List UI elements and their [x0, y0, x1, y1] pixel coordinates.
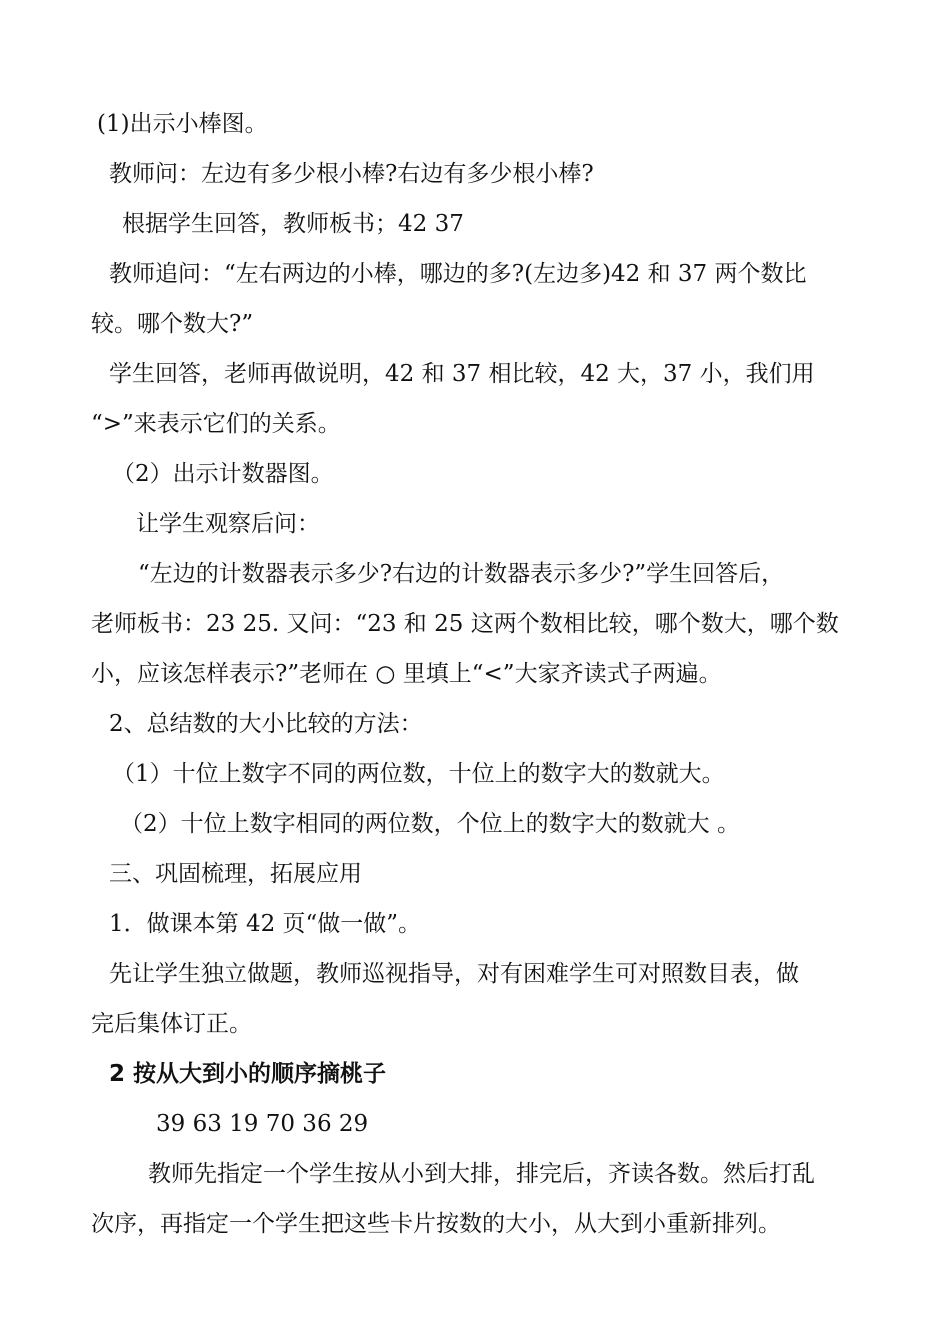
text-line-6: 学生回答，老师再做说明，42 和 37 相比较，42 大，37 小，我们用 — [109, 361, 815, 387]
text-line-22: 教师先指定一个学生按从小到大排，排完后，齐读各数。然后打乱 — [148, 1161, 815, 1187]
text-line-2: 教师问：左边有多少根小棒?右边有多少根小棒? — [109, 161, 594, 187]
section-heading-three: 三、巩固梳理，拓展应用 — [109, 861, 362, 887]
text-line-23: 次序，再指定一个学生把这些卡片按数的大小，从大到小重新排列。 — [91, 1211, 781, 1237]
text-line-19: 完后集体订正。 — [91, 1011, 252, 1037]
number-list: 39 63 19 70 36 29 — [156, 1111, 369, 1137]
text-line-12: 小，应该怎样表示?”老师在 ○ 里填上“<”大家齐读式子两遍。 — [91, 661, 722, 687]
text-line-10: “左边的计数器表示多少?右边的计数器表示多少?”学生回答后， — [138, 561, 785, 587]
text-line-5: 较。哪个数大?” — [91, 311, 254, 337]
section-heading-summary: 2、总结数的大小比较的方法： — [109, 711, 423, 737]
text-line-11: 老师板书：23 25. 又问：“23 和 25 这两个数相比较，哪个数大，哪个数 — [91, 611, 839, 637]
text-line-3: 根据学生回答，教师板书；42 37 — [122, 211, 464, 237]
text-line-8: （2）出示计数器图。 — [112, 461, 334, 487]
text-line-7: “>”来表示它们的关系。 — [91, 411, 341, 437]
text-line-17: 1．做课本第 42 页“做一做”。 — [109, 911, 422, 937]
text-line-15: （2）十位上数字相同的两位数，个位上的数字大的数就大 。 — [120, 811, 740, 837]
text-line-14: （1）十位上数字不同的两位数，十位上的数字大的数就大。 — [112, 761, 725, 787]
text-line-18: 先让学生独立做题，教师巡视指导，对有困难学生可对照数目表，做 — [109, 961, 799, 987]
bold-heading-peaches: 2 按从大到小的顺序摘桃子 — [109, 1061, 387, 1087]
text-line-1: (1)出示小棒图。 — [97, 111, 268, 137]
text-line-9: 让学生观察后问： — [136, 511, 320, 537]
text-line-4: 教师追问：“左右两边的小棒，哪边的多?(左边多)42 和 37 两个数比 — [109, 261, 807, 287]
